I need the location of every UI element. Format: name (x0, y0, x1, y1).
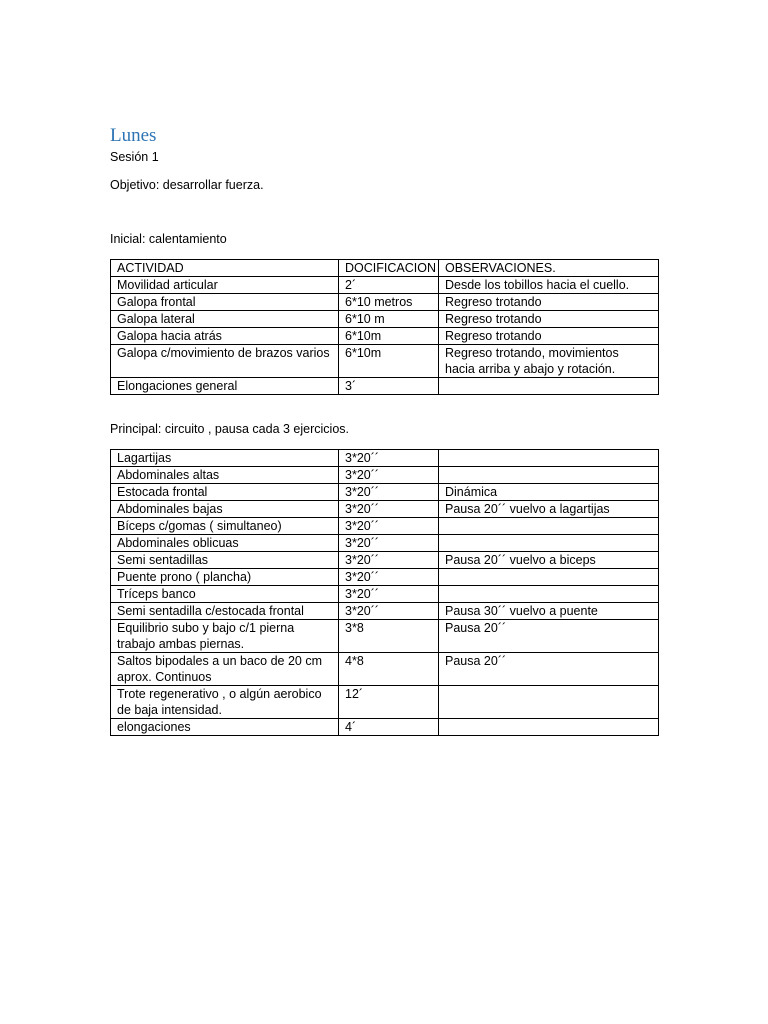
cell-activity: Abdominales oblicuas (111, 535, 339, 552)
cell-dosage: 6*10m (339, 328, 439, 345)
header-cell-dosage: DOCIFICACION (339, 260, 439, 277)
cell-activity: Abdominales altas (111, 467, 339, 484)
cell-dosage: 3*20´´ (339, 518, 439, 535)
cell-dosage: 6*10 m (339, 311, 439, 328)
cell-activity: Semi sentadilla c/estocada frontal (111, 603, 339, 620)
cell-observations: Pausa 20´´ (439, 620, 659, 653)
cell-observations: Regreso trotando (439, 294, 659, 311)
table-row (111, 719, 659, 736)
cell-observations (439, 450, 659, 467)
table-row (111, 620, 659, 653)
cell-observations (439, 518, 659, 535)
cell-observations (439, 535, 659, 552)
cell-observations (439, 719, 659, 736)
cell-activity: Galopa lateral (111, 311, 339, 328)
cell-dosage: 3*20´´ (339, 535, 439, 552)
cell-dosage: 3*20´´ (339, 552, 439, 569)
cell-dosage: 4´ (339, 719, 439, 736)
cell-activity: Equilibrio subo y bajo c/1 pierna trabajo ambas piernas. (111, 620, 339, 653)
table-row (111, 518, 659, 535)
cell-activity: Puente prono ( plancha) (111, 569, 339, 586)
cell-activity: Movilidad articular (111, 277, 339, 294)
cell-activity: Trote regenerativo , o algún aerobico de baja intensidad. (111, 686, 339, 719)
warmup-header-row (111, 260, 659, 277)
table-row (111, 569, 659, 586)
cell-dosage: 4*8 (339, 653, 439, 686)
cell-observations (439, 378, 659, 395)
warmup-table (110, 259, 659, 395)
table-row (111, 467, 659, 484)
cell-activity: Galopa frontal (111, 294, 339, 311)
warmup-table-body (111, 260, 659, 395)
cell-dosage: 2´ (339, 277, 439, 294)
table-row (111, 535, 659, 552)
cell-dosage: 12´ (339, 686, 439, 719)
cell-observations (439, 569, 659, 586)
cell-dosage: 6*10m (339, 345, 439, 378)
table-row (111, 294, 659, 311)
circuit-table (110, 449, 659, 736)
table-row (111, 501, 659, 518)
cell-activity: elongaciones (111, 719, 339, 736)
cell-observations (439, 586, 659, 603)
table-row (111, 450, 659, 467)
cell-observations: Regreso trotando, movimientos hacia arriba y abajo y rotación. (439, 345, 659, 378)
cell-dosage: 3*20´´ (339, 586, 439, 603)
cell-activity: Bíceps c/gomas ( simultaneo) (111, 518, 339, 535)
table-row (111, 311, 659, 328)
cell-activity: Saltos bipodales a un baco de 20 cm aprox. Continuos (111, 653, 339, 686)
table-row (111, 345, 659, 378)
header-cell-observations: OBSERVACIONES. (439, 260, 659, 277)
page-title: Lunes (110, 125, 157, 146)
table-row (111, 653, 659, 686)
cell-dosage: 3*20´´ (339, 467, 439, 484)
table-row (111, 686, 659, 719)
initial-heading: Inicial: calentamiento (110, 232, 227, 246)
objective-text: Objetivo: desarrollar fuerza. (110, 178, 264, 192)
cell-dosage: 3*20´´ (339, 603, 439, 620)
header-cell-activity: ACTIVIDAD (111, 260, 339, 277)
cell-activity: Abdominales bajas (111, 501, 339, 518)
table-row (111, 586, 659, 603)
cell-dosage: 3*20´´ (339, 484, 439, 501)
table-row (111, 277, 659, 294)
table-row (111, 552, 659, 569)
principal-heading: Principal: circuito , pausa cada 3 ejercicios. (110, 422, 350, 436)
cell-observations: Regreso trotando (439, 311, 659, 328)
cell-observations: Pausa 20´´ (439, 653, 659, 686)
cell-observations (439, 467, 659, 484)
session-label: Sesión 1 (110, 150, 159, 164)
cell-activity: Estocada frontal (111, 484, 339, 501)
cell-observations: Dinámica (439, 484, 659, 501)
cell-observations: Pausa 20´´ vuelvo a biceps (439, 552, 659, 569)
cell-activity: Semi sentadillas (111, 552, 339, 569)
table-row (111, 378, 659, 395)
cell-dosage: 3*8 (339, 620, 439, 653)
table-row (111, 484, 659, 501)
cell-dosage: 6*10 metros (339, 294, 439, 311)
cell-observations: Pausa 20´´ vuelvo a lagartijas (439, 501, 659, 518)
cell-observations: Desde los tobillos hacia el cuello. (439, 277, 659, 294)
cell-dosage: 3*20´´ (339, 569, 439, 586)
cell-activity: Galopa hacia atrás (111, 328, 339, 345)
cell-activity: Galopa c/movimiento de brazos varios (111, 345, 339, 378)
cell-dosage: 3´ (339, 378, 439, 395)
cell-observations (439, 686, 659, 719)
cell-dosage: 3*20´´ (339, 501, 439, 518)
table-row (111, 328, 659, 345)
cell-observations: Pausa 30´´ vuelvo a puente (439, 603, 659, 620)
cell-activity: Lagartijas (111, 450, 339, 467)
table-row (111, 603, 659, 620)
cell-observations: Regreso trotando (439, 328, 659, 345)
cell-activity: Tríceps banco (111, 586, 339, 603)
circuit-table-body (111, 450, 659, 736)
cell-dosage: 3*20´´ (339, 450, 439, 467)
cell-activity: Elongaciones general (111, 378, 339, 395)
